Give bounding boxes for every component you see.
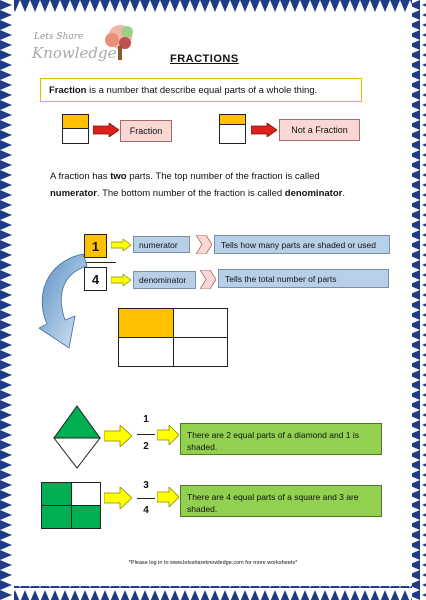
denominator-box: 4 bbox=[84, 267, 107, 291]
para-text: A fraction has bbox=[50, 171, 111, 182]
para-text: . The bottom number of the fraction is called bbox=[96, 188, 285, 199]
page-title: FRACTIONS bbox=[170, 53, 239, 65]
definition-term: Fraction bbox=[49, 85, 87, 96]
square-denominator: 4 bbox=[143, 505, 149, 516]
footer-note: *Please log in to www.letsshareknowledge.com for more worksheets* bbox=[128, 560, 298, 566]
chevron-right-icon bbox=[200, 270, 216, 289]
fraction-example-shape bbox=[62, 114, 89, 144]
curved-arrow-icon bbox=[25, 252, 115, 352]
fraction-label: Fraction bbox=[120, 120, 172, 142]
square-numerator: 3 bbox=[143, 480, 149, 491]
denominator-label: denominator bbox=[133, 271, 196, 289]
not-fraction-label: Not a Fraction bbox=[279, 119, 360, 141]
numerator-description: Tells how many parts are shaded or used bbox=[214, 235, 390, 254]
numerator-label: numerator bbox=[133, 236, 190, 253]
diamond-denominator: 2 bbox=[143, 441, 149, 452]
para-text: parts. The top number of the fraction is called bbox=[126, 171, 320, 182]
right-arrow-icon bbox=[251, 123, 277, 137]
four-part-square bbox=[41, 482, 101, 529]
para-bold-denominator: denominator bbox=[284, 188, 343, 199]
right-arrow-icon bbox=[104, 425, 132, 447]
diamond-shape bbox=[52, 404, 102, 470]
numerator-box: 1 bbox=[84, 234, 107, 258]
not-fraction-example-shape bbox=[219, 114, 246, 144]
diamond-numerator: 1 bbox=[143, 414, 149, 425]
explanation-paragraph bbox=[50, 168, 370, 202]
para-bold-two: two bbox=[110, 171, 127, 182]
definition-box bbox=[40, 78, 362, 102]
four-part-rectangle bbox=[118, 308, 228, 367]
right-arrow-icon bbox=[93, 123, 119, 137]
definition-text: is a number that describe equal parts of a whole thing. bbox=[86, 85, 318, 96]
para-bold-numerator: numerator bbox=[50, 188, 97, 199]
diamond-explanation: There are 2 equal parts of a diamond and 1 is shaded. bbox=[180, 423, 382, 455]
logo-line1: Lets Share bbox=[34, 32, 84, 42]
right-arrow-icon bbox=[104, 487, 132, 509]
fraction-bar bbox=[137, 498, 155, 499]
square-explanation: There are 4 equal parts of a square and 3 are shaded. bbox=[180, 485, 382, 517]
right-arrow-icon bbox=[157, 487, 179, 507]
fraction-bar bbox=[137, 434, 155, 435]
logo-line2: Knowledge bbox=[32, 44, 117, 62]
logo bbox=[28, 22, 148, 72]
chevron-right-icon bbox=[196, 235, 212, 254]
right-arrow-icon bbox=[157, 425, 179, 445]
right-arrow-icon bbox=[111, 239, 131, 251]
denominator-description: Tells the total number of parts bbox=[218, 269, 389, 288]
para-text: . bbox=[342, 188, 345, 199]
